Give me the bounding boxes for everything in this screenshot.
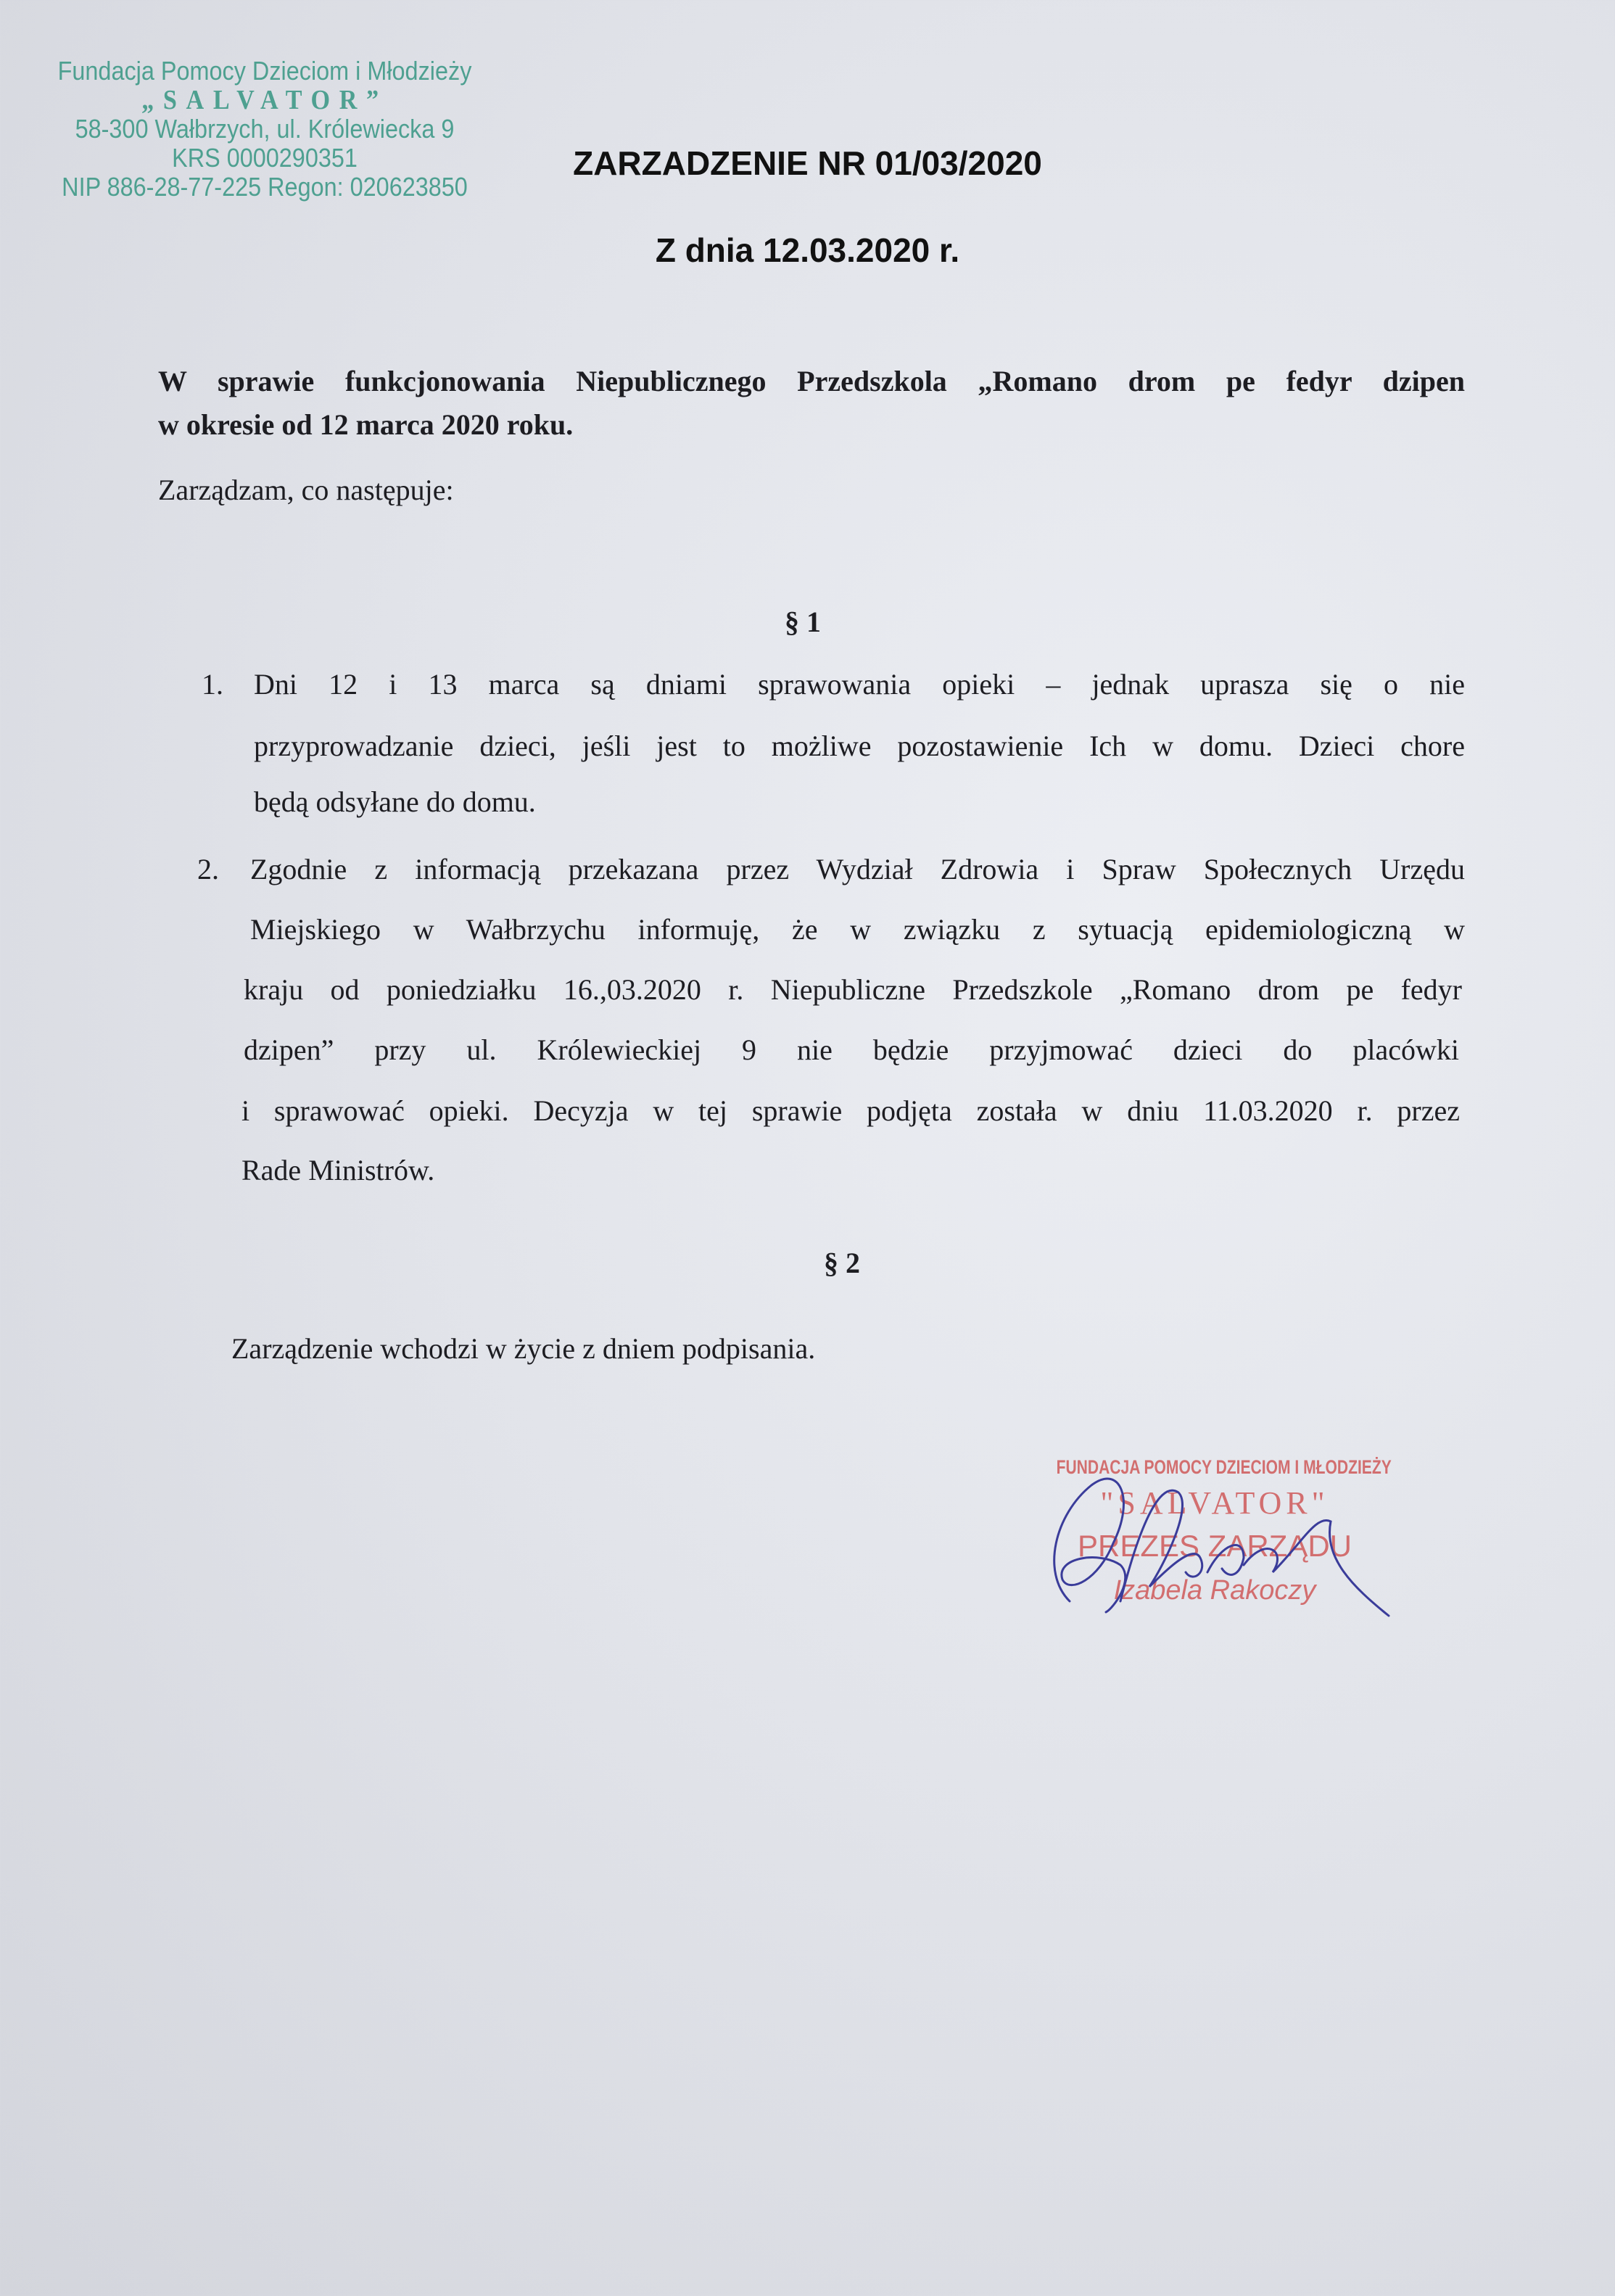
intro-text: Zarządzam, co następuje:: [158, 474, 454, 506]
sig-stamp-brand: "SALVATOR": [1100, 1485, 1329, 1521]
handwritten-signature: [1012, 1456, 1418, 1630]
document-title: ZARZADZENIE NR 01/03/2020: [573, 144, 1042, 182]
list-item-line: będą odsyłane do domu.: [254, 785, 536, 818]
section-1-heading: § 1: [785, 606, 821, 638]
list-item-line: i sprawować opieki. Decyzja w tej sprawie podjęta została w dniu 11.03.2020 r. przez: [241, 1094, 1460, 1127]
subject-line-1: W sprawie funkcjonowania Niepublicznego Przedszkola „Romano drom pe fedyr dzipen: [158, 365, 1465, 397]
list-item-line: kraju od poniedziałku 16.,03.2020 r. Niepubliczne Przedszkole „Romano drom pe fedyr: [244, 973, 1462, 1006]
sig-stamp-org: FUNDACJA POMOCY DZIECIOM I MŁODZIEŻY: [1056, 1456, 1392, 1478]
document-date: Z dnia 12.03.2020 r.: [655, 231, 960, 269]
signature-stamp: [1012, 1456, 1418, 1616]
section-2-heading: § 2: [824, 1247, 860, 1279]
sig-stamp-role: PREZES ZARZĄDU: [1077, 1529, 1352, 1563]
list-item-line: Dni 12 i 13 marca są dniami sprawowania opieki – jednak uprasza się o nie: [254, 668, 1465, 701]
stamp-nip-regon: NIP 886-28-77-225 Regon: 020623850: [62, 172, 468, 202]
list-item-line: przyprowadzanie dzieci, jeśli jest to możliwe pozostawienie Ich w domu. Dzieci chore: [254, 730, 1465, 762]
list-number: 1.: [202, 668, 223, 701]
list-number: 2.: [197, 853, 219, 885]
list-item-line: Miejskiego w Wałbrzychu informuję, że w związku z sytuacją epidemiologiczną w: [250, 913, 1465, 946]
list-item-line: Zgodnie z informacją przekazana przez Wydział Zdrowia i Spraw Społecznych Urzędu: [250, 853, 1465, 885]
list-item-line: dzipen” przy ul. Królewieckiej 9 nie będzie przyjmować dzieci do placówki: [244, 1033, 1459, 1066]
subject-line-2: w okresie od 12 marca 2020 roku.: [158, 408, 574, 441]
stamp-org-brand: „SALVATOR”: [141, 85, 388, 115]
list-item-line: Rade Ministrów.: [241, 1154, 435, 1186]
stamp-org-name: Fundacja Pomocy Dzieciom i Młodzieży: [57, 56, 472, 86]
stamp-address: 58-300 Wałbrzych, ul. Królewiecka 9: [75, 114, 455, 144]
sig-stamp-name: Izabela Rakoczy: [1113, 1575, 1316, 1606]
section-2-text: Zarządzenie wchodzi w życie z dniem podpisania.: [231, 1332, 816, 1365]
stamp-krs: KRS 0000290351: [172, 143, 358, 173]
